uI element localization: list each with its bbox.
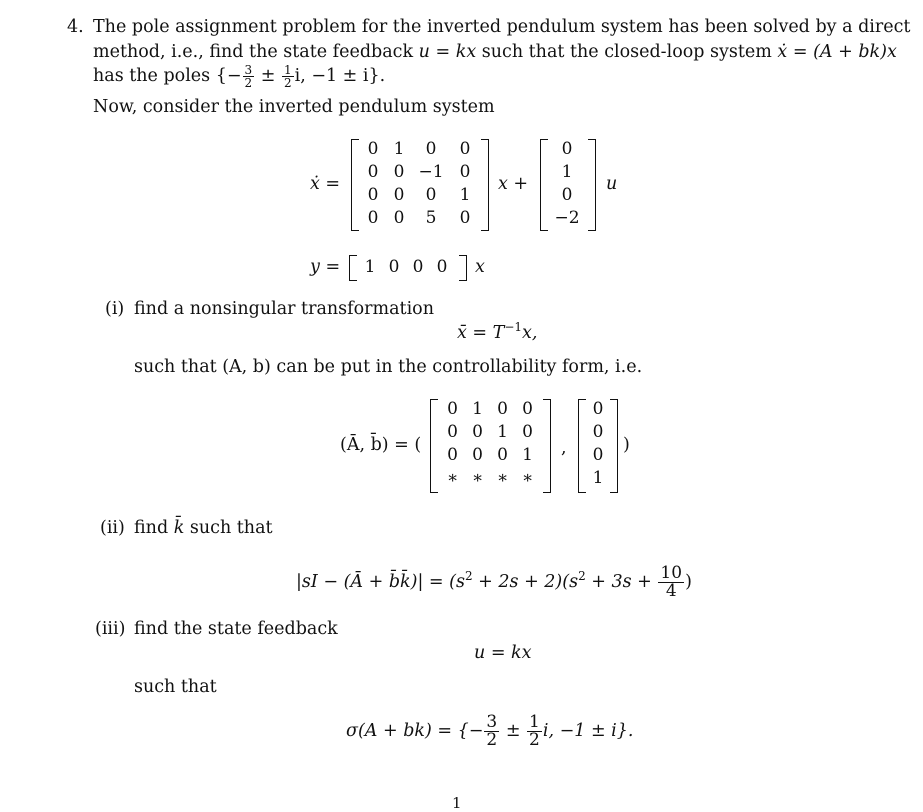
vector-bbar — [588, 397, 608, 489]
page-number: 1 — [452, 794, 462, 812]
matrix-A-cell: 5 — [425, 207, 437, 228]
matrix-A-cell: 0 — [459, 207, 471, 228]
part-ii-label: (ii) — [100, 518, 125, 538]
matrix-Abar-cell: ∗ — [521, 467, 534, 488]
matrix-A-cell: 0 — [459, 161, 471, 182]
matrix-A-cell: 0 — [367, 184, 379, 205]
matrix-A-cell: −1 — [418, 161, 444, 182]
x-plus: x + — [498, 174, 529, 194]
bracket-C-right — [459, 255, 467, 281]
matrix-Abar-cell: ∗ — [496, 467, 509, 488]
matrix-Abar-cell: 0 — [447, 398, 458, 419]
part-i-text: find a nonsingular transformation — [134, 299, 434, 319]
matrix-C-cell: 0 — [388, 256, 400, 277]
matrix-Abar-cell: 0 — [447, 444, 458, 465]
vector-b-cell: 1 — [561, 161, 573, 182]
part-iii-text: find the state feedback — [134, 619, 338, 639]
matrix-C-cell: 0 — [436, 256, 448, 277]
matrix-Abar-cell: 0 — [472, 421, 483, 442]
bracket-bbar-left — [578, 399, 586, 493]
matrix-A-cell: 0 — [393, 184, 405, 205]
part-iii-such-that: such that — [134, 677, 217, 697]
part-i-such-that: such that (A, b) can be put in the controllability form, i.e. — [134, 357, 643, 377]
matrix-A-cell: 0 — [425, 184, 437, 205]
fraction-3-2-big: $\frac{3}{2}$ — [486, 712, 498, 750]
input-u: u — [606, 174, 618, 194]
matrix-Abar-cell: 1 — [497, 421, 508, 442]
matrix-Abar-cell: ∗ — [471, 467, 484, 488]
matrix-Abar-cell: 0 — [497, 398, 508, 419]
output-x: x — [475, 257, 485, 277]
part-i-label: (i) — [105, 299, 125, 319]
intro-line-1: The pole assignment problem for the inverted pendulum system has been solved by a direct — [93, 17, 911, 37]
vector-b-cell: 0 — [561, 184, 573, 205]
transformation-eq: x̄ = $T^{-1}x$, — [457, 320, 538, 343]
bracket-C-left — [349, 255, 357, 281]
matrix-Abar-cell: 1 — [472, 398, 483, 419]
bracket-A-right — [481, 139, 489, 231]
vector-b — [550, 137, 584, 229]
fraction-1-2: $\frac{1}{2}$ — [283, 63, 292, 90]
fraction-3-2: $\frac{3}{2}$ — [244, 63, 253, 90]
bracket-A-left — [351, 139, 359, 231]
vector-b-cell: −2 — [554, 207, 580, 228]
matrix-Abar-cell: 0 — [522, 421, 533, 442]
now-text: Now, consider the inverted pendulum system — [93, 97, 495, 117]
matrix-C-cell: 1 — [364, 256, 376, 277]
matrix-A — [360, 137, 480, 229]
vector-b-cell: 0 — [561, 138, 573, 159]
matrix-Abar — [440, 397, 540, 489]
pair-close: ) — [623, 435, 630, 455]
matrix-A-cell: 0 — [367, 207, 379, 228]
matrix-C — [358, 255, 454, 278]
matrix-Abar-cell: ∗ — [446, 467, 459, 488]
bracket-bbar-right — [610, 399, 618, 493]
matrix-A-cell: 0 — [367, 161, 379, 182]
fraction-1-2-big: $\frac{1}{2}$ — [529, 712, 540, 750]
bracket-b-left — [540, 139, 548, 231]
matrix-C-cell: 0 — [412, 256, 424, 277]
matrix-A-cell: 1 — [393, 138, 405, 159]
part-ii-text: find k̄ such that — [134, 518, 273, 538]
matrix-Abar-cell: 0 — [472, 444, 483, 465]
intro-line-2: method, i.e., find the state feedback u = kx such that the closed-loop system ẋ = (A + bk)x — [93, 42, 897, 62]
bracket-b-right — [588, 139, 596, 231]
fraction-10-4: $\frac{10}{4}$ — [660, 563, 683, 601]
feedback-eq: u = kx — [474, 643, 532, 663]
vector-bbar-cell: 0 — [592, 398, 604, 419]
pair-lhs: (Ā, b̄) = ( — [340, 435, 422, 455]
intro-line-3: has the poles {− $\frac{3}{2}$ ± $\frac{1}{2}$ i, −1 ± i}. — [93, 63, 386, 90]
vector-bbar-cell: 0 — [592, 421, 604, 442]
matrix-A-cell: 0 — [367, 138, 379, 159]
matrix-A-cell: 1 — [459, 184, 471, 205]
matrix-A-cell: 0 — [393, 161, 405, 182]
output-lhs: y = — [310, 257, 341, 277]
pair-comma: , — [561, 438, 567, 458]
matrix-Abar-cell: 1 — [522, 444, 533, 465]
matrix-A-cell: 0 — [393, 207, 405, 228]
spectrum-eq: σ(A + bk) = {− $\frac{3}{2}$ ± $\frac{1}{2}$ i, −1 ± i}. — [346, 712, 634, 750]
system-lhs: ẋ = — [310, 174, 341, 194]
matrix-Abar-cell: 0 — [522, 398, 533, 419]
matrix-Abar-cell: 0 — [497, 444, 508, 465]
bracket-Abar-left — [430, 399, 438, 493]
matrix-Abar-cell: 0 — [447, 421, 458, 442]
bracket-Abar-right — [543, 399, 551, 493]
part-iii-label: (iii) — [95, 619, 126, 639]
problem-number: 4. — [67, 17, 84, 37]
vector-bbar-cell: 1 — [592, 467, 604, 488]
matrix-A-cell: 0 — [425, 138, 437, 159]
matrix-A-cell: 0 — [459, 138, 471, 159]
char-poly-eq: |sI − (Ā + b̄k̄)| = $(s^2 + 2s + 2)(s^2 + 3s$ + $\frac{10}{4}$ ) — [296, 563, 692, 601]
vector-bbar-cell: 0 — [592, 444, 604, 465]
